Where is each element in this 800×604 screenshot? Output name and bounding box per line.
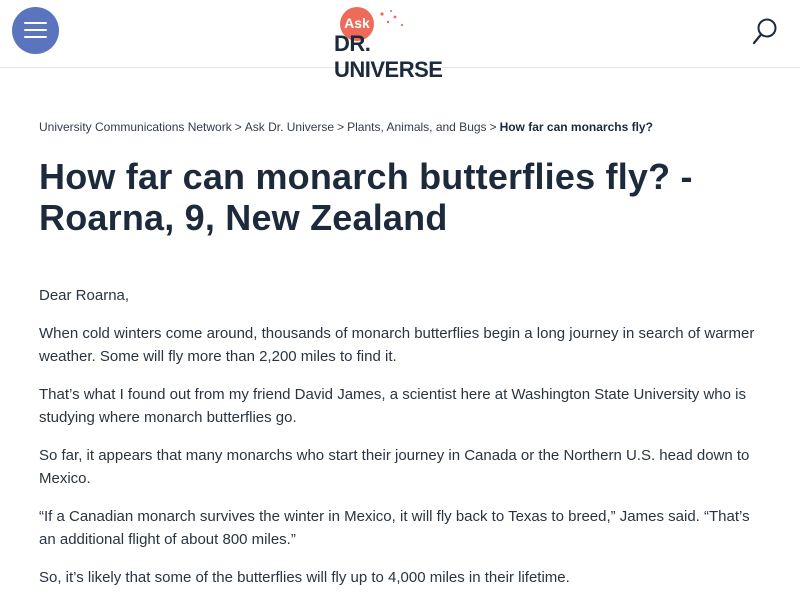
article-paragraph: So far, it appears that many monarchs who start their journey in Canada or the Northern U.S. head down to Mexico. (39, 447, 750, 487)
site-header (0, 0, 800, 82)
logo-ask-text: Ask (344, 15, 370, 31)
article-body (39, 284, 769, 589)
logo-wordmark: DR. UNIVERSE (334, 31, 443, 82)
article-paragraph: “If a Canadian monarch survives the winter in Mexico, it will fly back to Texas to breed,” James said. “That’s an additional flight of about 800 miles.” (39, 508, 750, 548)
hamburger-menu-icon (24, 22, 47, 24)
article-paragraph: Dear Roarna, (39, 287, 130, 304)
breadcrumb-link-plants-animals-bugs[interactable]: Plants, Animals, and Bugs (347, 120, 487, 134)
breadcrumb-separator: > (337, 120, 345, 134)
search-icon (748, 15, 780, 49)
site-logo[interactable] (330, 4, 470, 82)
article-paragraph: So, it’s likely that some of the butterflies will fly up to 4,000 miles in their lifetime. (39, 569, 570, 586)
breadcrumb-link-ask-dr-universe[interactable]: Ask Dr. Universe (244, 120, 335, 134)
breadcrumb-separator: > (489, 120, 497, 134)
main-content (39, 118, 769, 604)
article-paragraph: When cold winters come around, thousands of monarch butterflies begin a long journey in search of warmer weather. Some will fly more than 2,200 miles to find it. (39, 325, 755, 365)
article-paragraph: That’s what I found out from my friend David James, a scientist here at Washington State University who is studying where monarch butterflies go. (39, 386, 746, 426)
breadcrumb-current: How far can monarchs fly? (499, 120, 653, 134)
menu-button[interactable] (12, 7, 59, 54)
breadcrumb-link-ucn[interactable]: University Communications Network (39, 120, 232, 134)
hamburger-menu-icon-bar (24, 36, 47, 38)
page-title: How far can monarch butterflies fly? -Roarna, 9, New Zealand (39, 156, 693, 238)
hamburger-menu-icon-bar (24, 29, 47, 31)
search-button[interactable] (748, 15, 780, 49)
breadcrumb-separator: > (234, 120, 242, 134)
breadcrumb (39, 118, 769, 136)
